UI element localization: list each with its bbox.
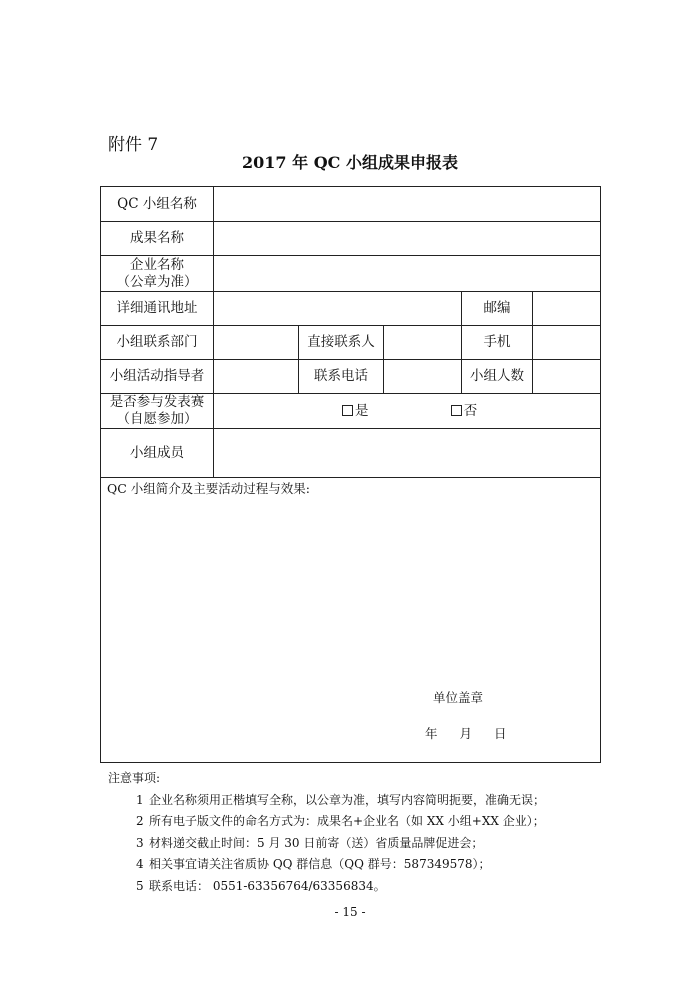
result-name-label: 成果名称	[101, 222, 214, 256]
members-label: 小组成员	[101, 429, 214, 478]
contact-field[interactable]	[384, 326, 462, 360]
date-line	[425, 726, 507, 742]
form-title: 2017 年 QC 小组成果申报表	[242, 153, 458, 172]
dept-label: 小组联系部门	[101, 326, 214, 360]
month-label: 月	[459, 726, 473, 741]
note-number: 2	[136, 814, 144, 828]
yes-label: 是	[355, 402, 369, 419]
join-contest-label-line2: （自愿参加）	[116, 411, 198, 427]
mobile-field[interactable]	[533, 326, 601, 360]
join-contest-options	[214, 394, 601, 429]
company-name-label-line1: 企业名称	[130, 256, 184, 273]
note-text: 相关事宜请关注省质协 QQ 群信息（QQ 群号：587349578）；	[149, 857, 491, 871]
notes-heading: 注意事项:	[108, 771, 161, 785]
note-text: 材料递交截止时间：5 月 30 日前寄（送）省质量品牌促进会；	[149, 835, 484, 850]
application-form	[100, 186, 601, 763]
phone-label: 联系电话	[299, 360, 384, 394]
note-item	[108, 833, 545, 855]
group-name-label: QC 小组名称	[101, 187, 214, 222]
note-item	[108, 790, 545, 812]
contact-label: 直接联系人	[299, 326, 384, 360]
note-text: 所有电子版文件的命名方式为：成果名+企业名（如 XX 小组+XX 企业）；	[149, 814, 545, 828]
group-name-field[interactable]	[214, 187, 601, 222]
mentor-field[interactable]	[214, 360, 299, 394]
company-name-field[interactable]	[214, 256, 601, 292]
note-text: 企业名称须用正楷填写全称，以公章为准，填写内容简明扼要，准确无误；	[149, 792, 546, 807]
members-field[interactable]	[214, 429, 601, 478]
mentor-label: 小组活动指导者	[101, 360, 214, 394]
address-field[interactable]	[214, 292, 462, 326]
phone-field[interactable]	[384, 360, 462, 394]
join-contest-label-line1: 是否参与发表赛	[109, 394, 205, 411]
yes-checkbox[interactable]	[342, 405, 353, 416]
note-number: 4	[136, 857, 144, 871]
year-label: 年	[425, 726, 438, 741]
note-number: 1	[136, 792, 144, 807]
day-label: 日	[494, 726, 507, 741]
mobile-label: 手机	[462, 326, 533, 360]
members-count-field[interactable]	[533, 360, 601, 394]
no-checkbox[interactable]	[451, 405, 462, 416]
intro-label: QC 小组简介及主要活动过程与效果:	[107, 481, 310, 496]
no-label: 否	[463, 402, 478, 419]
seal-label: 单位盖章	[433, 690, 484, 705]
members-count-label: 小组人数	[462, 360, 533, 394]
note-number: 5	[136, 878, 144, 893]
company-name-label	[101, 256, 214, 292]
attachment-label: 附件 7	[108, 135, 159, 155]
no-option[interactable]	[451, 403, 478, 420]
note-item	[108, 876, 545, 898]
note-item	[108, 811, 545, 833]
postcode-field[interactable]	[533, 292, 601, 326]
intro-section[interactable]	[101, 478, 601, 763]
notes-section	[108, 768, 545, 897]
note-text: 联系电话： 0551-63356764/63356834。	[149, 878, 386, 893]
note-item	[108, 854, 545, 876]
page-number: - 15 -	[334, 905, 366, 919]
company-name-label-line2: （公章为准）	[116, 273, 198, 290]
yes-option[interactable]	[342, 403, 369, 420]
note-number: 3	[136, 835, 144, 850]
join-contest-label	[101, 394, 214, 429]
result-name-field[interactable]	[214, 222, 601, 256]
address-label: 详细通讯地址	[101, 292, 214, 326]
postcode-label: 邮编	[462, 292, 533, 326]
dept-field[interactable]	[214, 326, 299, 360]
